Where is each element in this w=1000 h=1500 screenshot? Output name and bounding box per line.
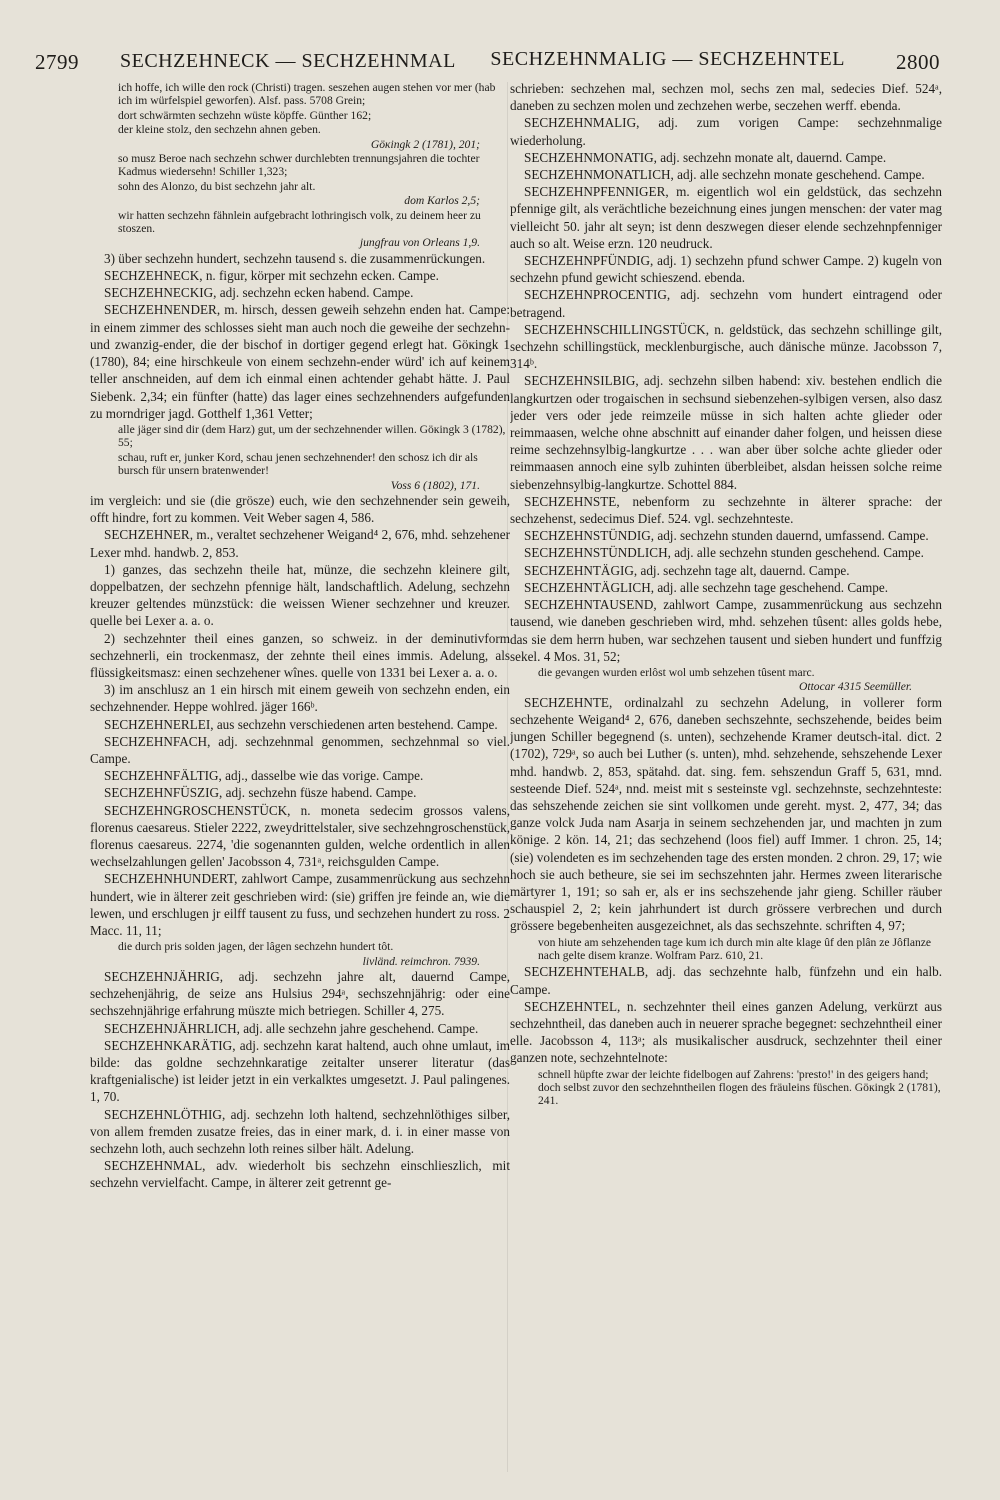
quotation-verse: die gevangen wurden erlôst wol umb sehzehen tûsent marc. <box>538 665 815 679</box>
dictionary-entry: SECHZEHNSCHILLINGSTÜCK, n. geldstück, das sechzehn schillinge gilt, sechzehn schillingstück, mecklenburgische, auch dänische münze. Jacobsson 7, 314ᵇ. <box>510 321 942 372</box>
dictionary-entry: SECHZEHNTEHALB, adj. das sechzehnte halb, fünfzehn und ein halb. Campe. <box>510 964 942 997</box>
continuation-text: im vergleich: und sie (die grösze) euch, wie den sechzehnender sein geweih, offt hindre, fort zu kommen. Veit Weber sagen 4, 586. <box>90 492 510 526</box>
page-number-left: 2799 <box>35 50 79 74</box>
column-divider <box>507 82 508 1472</box>
quotation-verse: der kleine stolz, den sechzehn ahnen geben. <box>118 123 321 137</box>
quotation-verse: schnell hüpfte zwar der leichte fidelbogen auf Zahrens: 'presto!' in des geigers hand; doch selbst zuvor den sechzehntheilen flogen des fräuleins füschen. Göкingk 2 (1781), 241. <box>538 1067 941 1108</box>
dictionary-entry: SECHZEHNER, m., veraltet sechzehener Weigand⁴ 2, 676, mhd. sehzehener Lexer mhd. handwb. 2, 853. <box>90 527 510 560</box>
dictionary-entry: SECHZEHNPFENNIGER, m. eigentlich wol ein geldstück, das sechzehn pfennige gilt, als verächtliche bezeichnung eines jungen menschen: der vater mag vielleicht 50. jahr alt seyn; ist denn deszwegen dieser elende sechzehnpfenniger auch so alt. Weise erzn. 120 neudruck. <box>510 184 942 251</box>
dictionary-entry: SECHZEHNMALIG, adj. zum vorigen Campe: sechzehnmalige wiederholung. <box>510 115 942 148</box>
dictionary-entry: SECHZEHNSTÜNDIG, adj. sechzehn stunden dauernd, umfassend. Campe. <box>524 528 929 544</box>
dictionary-entry: SECHZEHNMONATLICH, adj. alle sechzehn monate geschehend. Campe. <box>524 167 925 183</box>
source-citation: livländ. reimchron. 7939. <box>362 954 480 968</box>
dictionary-entry: SECHZEHNECK, n. figur, körper mit sechzehn ecken. Campe. <box>104 268 439 284</box>
quotation-verse: wir hatten sechzehn fähnlein aufgebracht lothringisch volk, zu deinem heer zu stoszen. <box>118 208 481 236</box>
dictionary-entry: SECHZEHNPFÜNDIG, adj. 1) sechzehn pfund schwer Campe. 2) kugeln von sechzehn pfund gewicht schieszend. ebenda. <box>510 253 942 286</box>
running-title-left: SECHZEHNECK — SECHZEHNMAL <box>120 50 456 72</box>
source-citation: jungfrau von Orleans 1,9. <box>359 236 480 250</box>
quotation-verse: dort schwärmten sechzehn wüste köpffe. Günther 162; <box>118 108 372 122</box>
dictionary-entry: SECHZEHNMONATIG, adj. sechzehn monate alt, dauernd. Campe. <box>524 149 887 165</box>
dictionary-entry: 1) ganzes, das sechzehn theile hat, münze, die sechzehn kleinere gilt, doppelbatzen, der sechzehn pfennige hält, landschaftlich. Adelung, sechzehn kreuzer geltendes münzstück: die weissen Wiener sechzehner und kreuzer. quelle bei Lexer a. a. o. <box>90 561 510 629</box>
dictionary-entry: SECHZEHNJÄHRLICH, adj. alle sechzehn jahre geschehend. Campe. <box>104 1020 479 1036</box>
dictionary-entry: SECHZEHNHUNDERT, zahlwort Campe, zusammenrückung aus sechzehn hundert, wie in älterer zeit geschrieben wird: (sie) griffen jre feinde an, wie die lewen, und erschlugen jr eilff tausent zu fuss, und sechzehen hundert zu ross. 2 Macc. 11, 11; <box>90 871 510 939</box>
quotation-verse: sohn des Alonzo, du bist sechzehn jahr alt. <box>118 179 316 193</box>
continuation-text: schrieben: sechzehen mal, sechzen mol, sechs zen mal, sedecies Dief. 524ᵃ, daneben zu sechzen molen und zechzehen werbe, seczehen werff. ebenda. <box>510 81 942 114</box>
dictionary-entry: SECHZEHNFACH, adj. sechzehnmal genommen, sechzehnmal so viel. Campe. <box>90 733 510 766</box>
dictionary-entry: SECHZEHNTEL, n. sechzehnter theil eines ganzen Adelung, verkürzt aus sechzehntheil, das daneben auch in neuerer sprache begegnet: sechzehntheil einer elle. Jacobsson 4, 113ᵃ; als musikalischer ausdruck, sechzehnter theil einer ganzen note, sechzehntelnote: <box>510 998 942 1066</box>
dictionary-entry: 2) sechzehnter theil eines ganzen, so schweiz. in der deminutivform sechzehnerli, ein trockenmasz, der zehnte theil eines immis. Adelung, als flüssigkeitsmasz: einen sechzehener wînes. quelle von 1331 bei Lexer a. a. o. <box>90 630 510 680</box>
left-column <box>90 80 510 1475</box>
dictionary-entry: SECHZEHNFÜSZIG, adj. sechzehn füsze habend. Campe. <box>104 785 417 801</box>
dictionary-entry: SECHZEHNMAL, adv. wiederholt bis sechzehn einschlieszlich, mit sechzehn vervielfacht. Campe, in älterer zeit getrennt ge- <box>90 1158 510 1191</box>
running-title-right: SECHZEHNMALIG — SECHZEHNTEL <box>490 48 845 70</box>
dictionary-entry: SECHZEHNLÖTHIG, adj. sechzehn loth haltend, sechzehnlöthiges silber, von allem fremden zusatze freies, das in einer mark, d. i. in einer masse von sechzehn loth, auch sechzehn loth reines silber hält. Adelung. <box>90 1106 510 1157</box>
dictionary-entry: SECHZEHNTÄGLICH, adj. alle sechzehn tage geschehend. Campe. <box>524 579 889 595</box>
dictionary-entry: SECHZEHNECKIG, adj. sechzehn ecken habend. Campe. <box>104 285 414 301</box>
dictionary-entry: SECHZEHNKARÄTIG, adj. sechzehn karat haltend, auch ohne umlaut, im bilde: das goldne sechzehnkaratige zeitalter unserer literatur (das kraftgenialische) ist leider jetzt in ein verkalktes umgesetzt. J. Paul palingenes. 1, 70. <box>90 1037 510 1105</box>
quotation-verse: die durch pris solden jagen, der lâgen sechzehn hundert tôt. <box>118 940 394 954</box>
dictionary-entry: SECHZEHNTE, ordinalzahl zu sechzehn Adelung, in vollerer form sechzehente Weigand⁴ 2, 676, daneben sechszehnte, sechszehende, beides beim jungen Schiller begegnend (s. unten), sechzehende Kramer deutsch-ital. dict. 2 (1702), 729ᵃ, so auch bei Luther (s. unten), mhd. sehzehende, sehszehende Lexer mhd. handwb. 2, 853, spätahd. dat. sing. fem. sehszendun Graff 5, 631, mnd. sesteende Dief. 524ᵃ, nnd. meist mit s sesteinste vgl. sechzehnste, sechzehnteste: das sehszehende zeichen sie sint vollkomen unde gereht. myst. 2, 477, 34; das ganze volck Juda nam Asarja in seinem sechzehenden jar, und machten jn zum könige. 2 kön. 14, 21; das sechzehend (loos fiel) auff Immer. 1 chron. 25, 14; (sie) volendeten es im sechzehenden tage des ersten monden. 2 chron. 29, 17; wie hoch sie auch betheure, sie sei im sechszehnten jahr. Hermes zween literarische märtyrer 1, 191; so sah er, als er ins sechszehende jahr gieng. Schiller räuber schauspiel 2, 2; kein jahrhundert ist durch grössere verbrechen und durch grössere begebenheiten ausgezeichnet, als das sechszehnte. schriften 4, 97; <box>510 694 942 934</box>
quotation-verse: so musz Beroe nach sechzehn schwer durchlebten trennungsjahren die tochter Kadmus wiedersehn! Schiller 1,323; <box>118 152 480 179</box>
dictionary-entry: SECHZEHNGROSCHENSTÜCK, n. moneta sedecim grossos valens, florenus caesareus. Stieler 2222, zweydrittelstaler, sive sechzehngroschenstück, florenus caesareus. 2274, 'die sogenannten gulden, welche ordentlich in allen wechselzahlungen gellen' Jacobsson 4, 731ᵃ, reichsgulden Campe. <box>90 802 510 870</box>
dictionary-entry: SECHZEHNSTÜNDLICH, adj. alle sechzehn stunden geschehend. Campe. <box>524 545 924 561</box>
page-number-right: 2800 <box>896 50 940 74</box>
quotation-verse: schau, ruft er, junker Kord, schau jenen sechzehnender! den schosz ich dir als bursch für unsern bratenwender! <box>118 450 478 478</box>
right-column <box>510 80 942 1475</box>
dictionary-entry: SECHZEHNERLEI, aus sechzehn verschiedenen arten bestehend. Campe. <box>104 716 498 732</box>
dictionary-entry: SECHZEHNPROCENTIG, adj. sechzehn vom hundert eintragend oder betragend. <box>510 287 942 320</box>
dictionary-entry: 3) über sechzehn hundert, sechzehn tausend s. die zusammenrückungen. <box>104 250 486 266</box>
page-header <box>35 40 940 80</box>
dictionary-entry: 3) im anschlusz an 1 ein hirsch mit einem geweih von sechzehn enden, ein sechzehnender. Heppe wohlred. jäger 166ᵇ. <box>90 682 510 715</box>
source-citation: Voss 6 (1802), 171. <box>390 478 480 492</box>
dictionary-entry: SECHZEHNSILBIG, adj. sechzehn silben habend: xiv. bestehen endlich die langkurtzen oder trogaischen in sechsund siebenzehen-sylbigen versen, also dasz jeder vers oder jede reimzeile müsse in sich halten achte glieder oder reimmaasen, welche ohne abschnitt auf einander daher folgen, und heissen diese reime sechzehnsylbig-langkurtze . . . wan aber über solche achte glieder oder reimmaasen annoch eine sylb zuhinten überbleibet, alsdan heissen solche reime siebenzehnsylbig-langkurtze. Schottel 884. <box>510 373 942 492</box>
quotation-verse: ich hoffe, ich wille den rock (Christi) tragen. seszehen augen stehen vor mer (hab ich im würfelspiel geworfen). Alsf. pass. 5708 Grein; <box>118 81 496 108</box>
source-citation: Ottocar 4315 Seemüller. <box>798 680 912 694</box>
source-citation: Göкingk 2 (1781), 201; <box>370 137 480 151</box>
dictionary-entry: SECHZEHNENDER, m. hirsch, dessen geweih sehzehn enden hat. Campe: in einem zimmer des schlosses sieht man auch noch die geweihe der sechzehn- und zwanzig-ender, die der bischof in dortiger gegend erlegt hat. Göкingk 1 (1780), 84; eine hirschkeule von einem sechzehn-ender würd' ich auf keinem teller anschneiden, auf dem ich einmal einen achtender gehabt hätte. J. Paul Siebenk. 2,34; ein fünfter (hatte) das lager eines sechzehnenders aufgefunden zu morndriger jagd. Gotthelf 1,361 Vetter; <box>90 302 510 421</box>
quotation-verse: alle jäger sind dir (dem Harz) gut, um der sechzehnender willen. Göкingk 3 (1782), 55; <box>118 422 506 450</box>
source-citation: dom Karlos 2,5; <box>404 194 480 208</box>
dictionary-entry: SECHZEHNTAUSEND, zahlwort Campe, zusammenrückung aus sechzehn tausend, wie daneben geschrieben wird, mhd. sehzehen tûsent: alles golds hebe, das sie dem herrn huben, war sechzehen tausent und sieben hundert und funffzig sekel. 4 Mos. 31, 52; <box>510 597 942 664</box>
dictionary-entry: SECHZEHNFÄLTIG, adj., dasselbe wie das vorige. Campe. <box>104 768 424 784</box>
dictionary-entry: SECHZEHNTÄGIG, adj. sechzehn tage alt, dauernd. Campe. <box>524 562 850 578</box>
dictionary-entry: SECHZEHNSTE, nebenform zu sechzehnte in älterer sprache: der sechzehenst, sedecimus Dief. 524. vgl. sechzehnteste. <box>510 493 942 527</box>
quotation-verse: von hiute am sehzehenden tage kum ich durch min alte klage ûf den plân ze Jôflanze nach gelte disem kranze. Wolfram Parz. 610, 21. <box>538 935 932 962</box>
dictionary-entry: SECHZEHNJÄHRIG, adj. sechzehn jahre alt, dauernd Campe, sechzehenjährig, de seize ans Hulsius 294ᵃ, sechszehnjährig: oder eine sechszehnjährige erfahrung müszte mich betriegen. Schiller 4, 275. <box>90 969 510 1019</box>
